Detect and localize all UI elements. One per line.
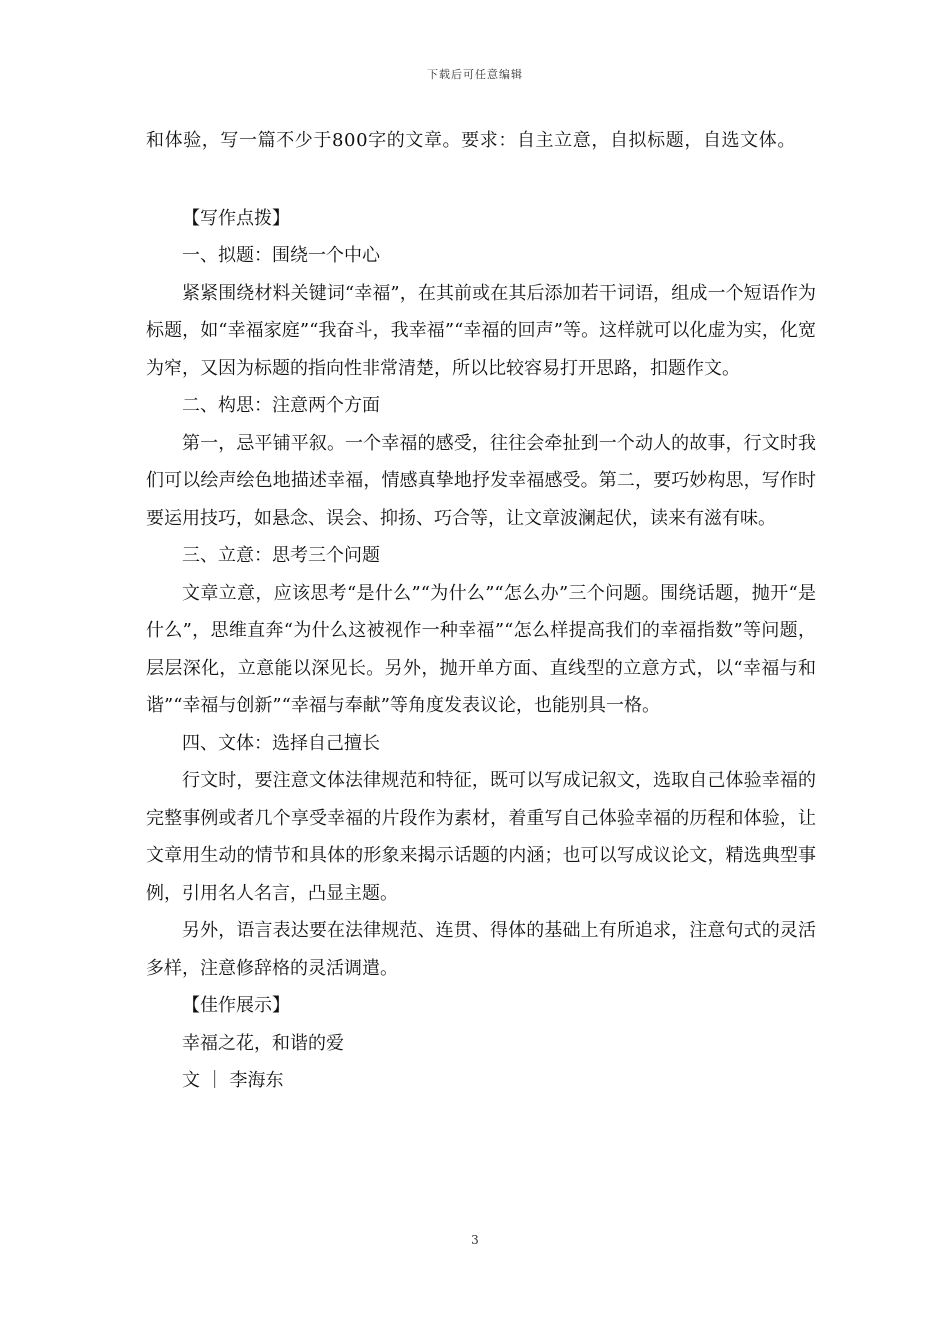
section-2-title: 二、构思：注意两个方面 (182, 395, 380, 416)
intro-line: 和体验，写一篇不少于800字的文章。要求：自主立意，自拟标题，自选文体。 (146, 130, 796, 151)
page-number: 3 (471, 1233, 479, 1247)
page-header: 下载后可任意编辑 (427, 68, 523, 81)
section-4-title: 四、文体：选择自己擅长 (182, 732, 380, 754)
section-1-body: 紧紧围绕材料关键词“幸福”，在其前或在其后添加若干词语，组成一个短语作为标题，如“幸福家庭”“我奋斗，我幸福”“幸福的回声”等。这样就可以化虚为实，化宽为窄，又因为标题的指向性非常清楚，所以比较容易打开思路，扣题作文。 (146, 282, 816, 379)
guide-heading: 【写作点拨】 (182, 207, 290, 229)
essay-title: 幸福之花，和谐的爱 (182, 1032, 344, 1054)
section-1-title: 一、拟题：围绕一个中心 (182, 245, 380, 266)
section-4-body: 行文时，要注意文体法律规范和特征，既可以写成记叙文，选取自己体验幸福的完整事例或者几个享受幸福的片段作为素材，着重写自己体验幸福的历程和体验，让文章用生动的情节和具体的形象来揭示话题的内涵；也可以写成议论文，精选典型事例，引用名人名言，凸显主题。 (146, 770, 816, 904)
extra-paragraph: 另外，语言表达要在法律规范、连贯、得体的基础上有所追求，注意句式的灵活多样，注意修辞格的灵活调遣。 (146, 920, 816, 979)
section-2-body: 第一，忌平铺平叙。一个幸福的感受，往往会牵扯到一个动人的故事，行文时我们可以绘声绘色地描述幸福，情感真挚地抒发幸福感受。第二，要巧妙构思，写作时要运用技巧，如悬念、误会、抑扬、巧合等，让文章波澜起伏，读来有滋有味。 (146, 432, 816, 529)
showcase-heading: 【佳作展示】 (182, 995, 290, 1016)
section-3-body: 文章立意，应该思考“是什么”“为什么”“怎么办”三个问题。围绕话题，抛开“是什么”，思维直奔“为什么这被视作一种幸福”“怎么样提高我们的幸福指数”等问题，层层深化，立意能以深见长。另外，抛开单方面、直线型的立意方式，以“幸福与和谐”“幸福与创新”“幸福与奉献”等角度发表议论，也能别具一格。 (146, 582, 816, 716)
paragraph-gap (146, 160, 816, 200)
section-3-title: 三、立意：思考三个问题 (182, 545, 380, 566)
document-body (146, 122, 816, 1100)
essay-author: 文 ｜ 李海东 (182, 1070, 284, 1091)
